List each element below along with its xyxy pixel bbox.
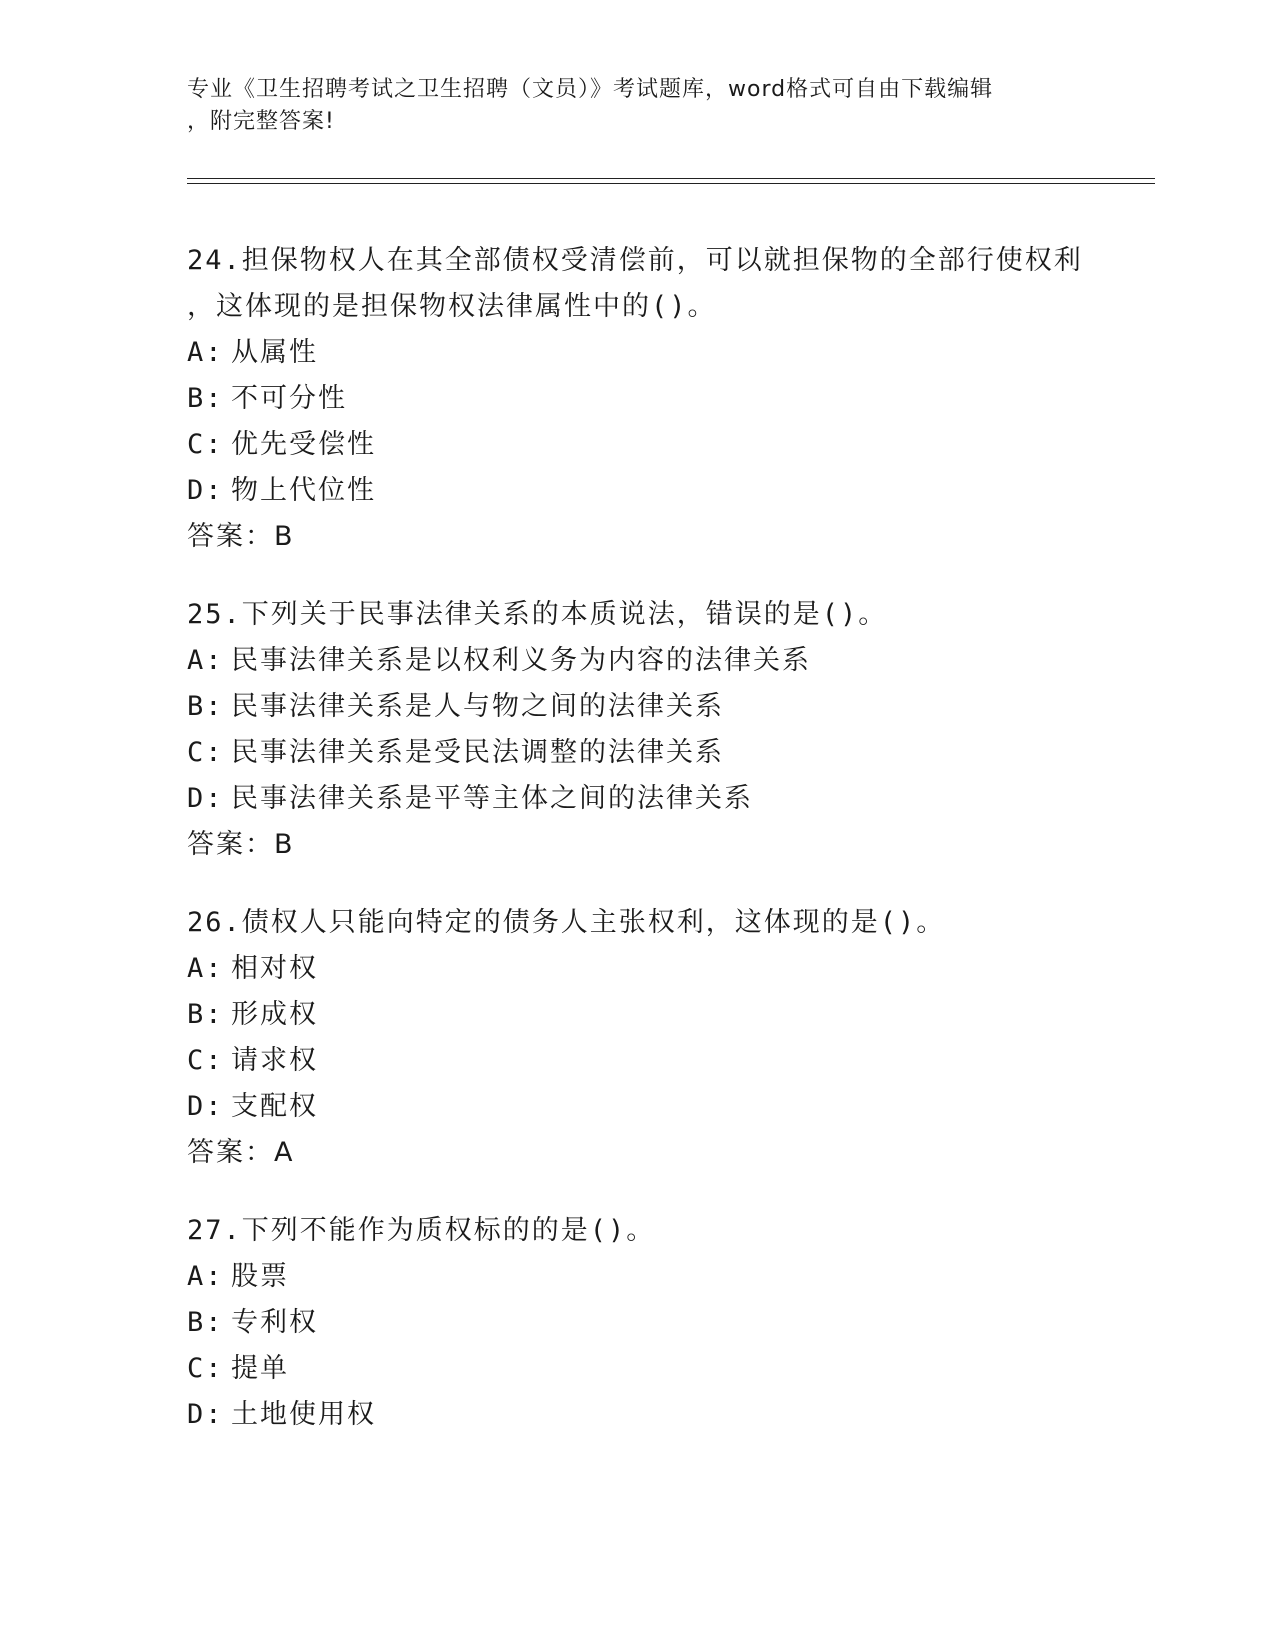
option-a bbox=[187, 946, 1087, 992]
option-key: A: bbox=[187, 337, 224, 368]
option-key: C: bbox=[187, 1353, 224, 1384]
option-d bbox=[187, 1392, 1087, 1438]
question-stem-line-1: 24.担保物权人在其全部债权受清偿前，可以就担保物的全部行使权利 bbox=[187, 245, 1083, 276]
option-key: D: bbox=[187, 475, 224, 506]
option-text: 相对权 bbox=[231, 953, 318, 984]
header-line-2: ，附完整答案! bbox=[187, 109, 335, 134]
option-key: B: bbox=[187, 1307, 224, 1338]
option-text: 请求权 bbox=[231, 1045, 318, 1076]
option-text: 不可分性 bbox=[231, 383, 347, 414]
answer-line: 答案：B bbox=[187, 521, 295, 552]
question-26 bbox=[187, 900, 1087, 1176]
option-text: 民事法律关系是人与物之间的法律关系 bbox=[231, 691, 724, 722]
option-text: 股票 bbox=[231, 1261, 289, 1292]
question-list bbox=[187, 238, 1087, 1470]
option-text: 民事法律关系是平等主体之间的法律关系 bbox=[231, 783, 753, 814]
option-text: 专利权 bbox=[231, 1307, 318, 1338]
option-text: 土地使用权 bbox=[231, 1399, 376, 1430]
option-key: B: bbox=[187, 999, 224, 1030]
option-d bbox=[187, 1084, 1087, 1130]
option-text: 从属性 bbox=[231, 337, 318, 368]
option-key: C: bbox=[187, 429, 224, 460]
question-stem-line-1: 25.下列关于民事法律关系的本质说法，错误的是()。 bbox=[187, 599, 888, 630]
header-rule-bottom bbox=[187, 183, 1155, 184]
option-b bbox=[187, 376, 1087, 422]
question-27 bbox=[187, 1208, 1087, 1438]
option-a bbox=[187, 330, 1087, 376]
question-25 bbox=[187, 592, 1087, 868]
option-c bbox=[187, 1346, 1087, 1392]
option-d bbox=[187, 776, 1087, 822]
question-stem-line-1: 27.下列不能作为质权标的的是()。 bbox=[187, 1215, 656, 1246]
header-rule-top bbox=[187, 178, 1155, 179]
question-stem-line-1: 26.债权人只能向特定的债务人主张权利，这体现的是()。 bbox=[187, 907, 946, 938]
option-text: 民事法律关系是受民法调整的法律关系 bbox=[231, 737, 724, 768]
answer-line: 答案：B bbox=[187, 829, 295, 860]
option-text: 优先受偿性 bbox=[231, 429, 376, 460]
option-key: C: bbox=[187, 1045, 224, 1076]
option-b bbox=[187, 684, 1087, 730]
option-key: A: bbox=[187, 953, 224, 984]
option-d bbox=[187, 468, 1087, 514]
option-text: 物上代位性 bbox=[231, 475, 376, 506]
option-key: D: bbox=[187, 1399, 224, 1430]
option-text: 形成权 bbox=[231, 999, 318, 1030]
option-b bbox=[187, 992, 1087, 1038]
option-key: D: bbox=[187, 783, 224, 814]
option-key: D: bbox=[187, 1091, 224, 1122]
option-key: B: bbox=[187, 691, 224, 722]
option-text: 民事法律关系是以权利义务为内容的法律关系 bbox=[231, 645, 811, 676]
question-24 bbox=[187, 238, 1087, 560]
option-c bbox=[187, 1038, 1087, 1084]
option-key: C: bbox=[187, 737, 224, 768]
question-stem-line-2: ，这体现的是担保物权法律属性中的()。 bbox=[187, 291, 717, 322]
document-header bbox=[187, 74, 1067, 138]
header-line-1: 专业《卫生招聘考试之卫生招聘（文员）》考试题库，word格式可自由下载编辑 bbox=[187, 77, 994, 102]
option-text: 支配权 bbox=[231, 1091, 318, 1122]
answer-line: 答案：A bbox=[187, 1137, 295, 1168]
option-b bbox=[187, 1300, 1087, 1346]
option-key: B: bbox=[187, 383, 224, 414]
option-c bbox=[187, 730, 1087, 776]
option-text: 提单 bbox=[231, 1353, 289, 1384]
option-key: A: bbox=[187, 1261, 224, 1292]
option-a bbox=[187, 1254, 1087, 1300]
option-key: A: bbox=[187, 645, 224, 676]
option-c bbox=[187, 422, 1087, 468]
option-a bbox=[187, 638, 1087, 684]
